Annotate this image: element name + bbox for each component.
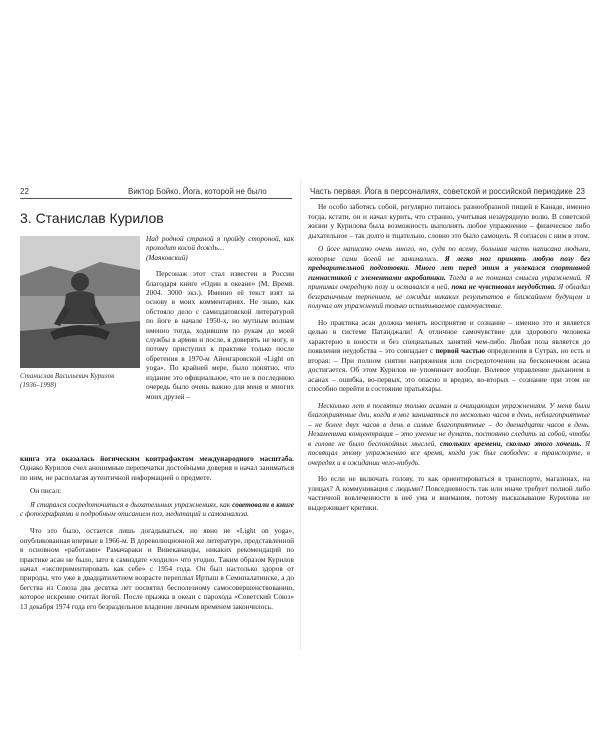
quote-highlight: пока не чувствовал неудобства.	[451, 282, 557, 291]
epigraph	[146, 234, 294, 262]
portrait-photo	[20, 236, 140, 368]
section-title: 3. Станислав Курилов	[20, 210, 164, 226]
right-body-text	[308, 202, 590, 516]
quote	[308, 244, 590, 311]
paragraph-text: Персонаж этот стал известен в России благодаря книге «Один в океане» (М. Время. 2004. 3000 экз.). Именно её текст взят за основу в моих комментариях. Не знаю, как обстояло дело с самиздатовской литературой по йоге в начале 1950-х, но мутным волнам именно тогда, ходившим по рукам до моей службы в армии и после, я доверять не могу, и потому приступил к практике только после обретения в 1970-м Айенгаровской «Light on yoga». По крайней мере, было понятно, что издание это официальное, что не в последнюю очередь было очень важно для меня и многих моих друзей –	[146, 269, 294, 401]
photo-caption-name: Станислав Васильевич Курилов	[20, 372, 115, 380]
quote-text: Я посвящал этому упражнению все время, когда уж был свободен: в транспорте, в очередях и в ожидании чего-нибудь.	[308, 438, 590, 467]
paragraph-text: Но практика асан должна менять восприятие и сознание – именно это и является целью в системе Патанджали! А отличное самочувствие для здорового человека характерно в юности и без специальных занятий чем-либо. Любая поза является до появления неудобства – это совпадает с	[308, 317, 590, 355]
quote-text: Я старался сосредоточиться в дыхательных упражнениях, как	[30, 499, 231, 509]
right-page-number: 23	[576, 187, 585, 196]
paragraph-text: определения в Сутрах, но есть и вторая: – При полном снятии напряжения или сосредоточении на бесконечном асана достигается. Об этом Курилов не упоминает вообще. Волевое управление дыханием в асанах – ошибка, во-первых, это опасно и вредно, во-вторых – сознание при этом не способно перейти в состояние пратьяхары.	[308, 346, 590, 393]
paragraph	[20, 454, 294, 482]
quote-text: Я обладал безграничным терпением, не ожидал никаких результатов в ближайшем будущем и получал от упражнений только испытываемое самочувствие.	[308, 282, 590, 310]
left-running-head: Виктор Бойко. Йога, которой не было	[128, 187, 267, 196]
quote-highlight: стольких времени, сколько этого хочешь.	[439, 438, 582, 448]
paragraph: Он писал:	[30, 486, 62, 496]
epigraph-source: (Маяковский)	[146, 252, 188, 262]
quote-text: с фотографиями и подробным описанием поз, медитаций и самоанализа.	[20, 509, 250, 519]
right-running-head: Часть первая. Йога в персоналиях, советской и российской периодике	[310, 187, 573, 196]
paragraph	[146, 269, 294, 401]
quote-highlight: Я легко мог принять любую позу без предварительной подготовки. Много лет перед этим я увлекался спортивной гимнастикой с элементами акробатики.	[308, 253, 590, 282]
right-page	[308, 186, 590, 626]
paragraph-text: Однако Курилов счел анонимные перепечатки достойными доверия и начал заниматься по ним, не располагая аутентичной информацией о предмете.	[20, 463, 294, 482]
highlight-text: книга эта оказалась йогическим контрафактом международного масштаба.	[20, 454, 294, 463]
epigraph-text: Над родной страной я пройду стороной, как проходит косой дождь…	[146, 234, 294, 253]
paragraph: Не особо заботясь собой, регулярно питаюсь разнообразной пищей в Канаде, именно тогда, кстати, он и начал курить, что странно, учитывая незаурядную волю. В советской жизни у Курилова была возможность выполнять любое упражнение – физическое либо дыхательное – так долго и тщательно, словно это было самоцель. Я согласен с ним в этом.	[308, 202, 590, 240]
paragraph: Но если не включать голову, то как ориентироваться в транспорте, магазинах, на улицах? А коммуникация с людьми? Повседневность так или иначе требует полной либо частичной вовлеченности в неё ума и внимания, потому высказывание Курилова не выдерживает критики.	[308, 474, 590, 512]
quote	[308, 401, 590, 468]
quote-text: Несколько лет я посвятил только асанам и очищающим упражнениям. У меня были благоприятные дни, когда я мог заниматься по несколько часов в день, неблагоприятные – не более двух часов в день в самые благоприятные – до двенадцати часов в день. Незаменима концентрация – это умение не думать, постоянно следить за собой, чтобы в голове не было беспокойных мыслей,	[308, 400, 590, 448]
left-page	[14, 186, 294, 626]
left-column-text	[146, 234, 294, 405]
photo-caption-years: (1936–1998)	[20, 381, 57, 389]
left-body-text	[20, 454, 294, 615]
quote-text: Тогда я не понимал смысла упражнений. Я принимал очередную позу и оставался в ней,	[308, 272, 590, 291]
quote-highlight: советовали в книге	[232, 499, 294, 509]
photo-caption	[20, 372, 140, 390]
quote-text: О йоге написано очень много, но, судя по всему, большая часть написана людьми, которые сами йогой не занимались.	[308, 244, 590, 263]
portrait-figure-icon	[20, 236, 140, 368]
book-gutter	[300, 180, 302, 650]
quote	[20, 500, 294, 519]
paragraph: Что это было, остается лишь догадываться, но явно не «Light on yoga», опубликованная впервые в 1966-м. В дореволюционной же литературе, представленной в основном «работами» Рамачараки и Вивекананды, никаких рекомендаций по практике асан не было, зато в самиздате «ходило» что угодно. Таким образом Курилов начал «экспериментировать как себе» с 1954 года. Он был настолько здоров от природы, что уже в двадцатилетнем возрасте переплыл Иртыш в Семипалатинске, а до бегства из Союза два десятка лет посвятил бесполезному самосовершенствованию, которое искренне считал йогой. После прыжка в океан с парохода «Советский Союз» 13 декабря 1974 года его безраздельное владение личным временем закончилось.	[20, 526, 294, 611]
left-page-number: 22	[20, 187, 29, 196]
paragraph	[308, 318, 590, 394]
highlight-text: первой частью	[435, 346, 486, 355]
